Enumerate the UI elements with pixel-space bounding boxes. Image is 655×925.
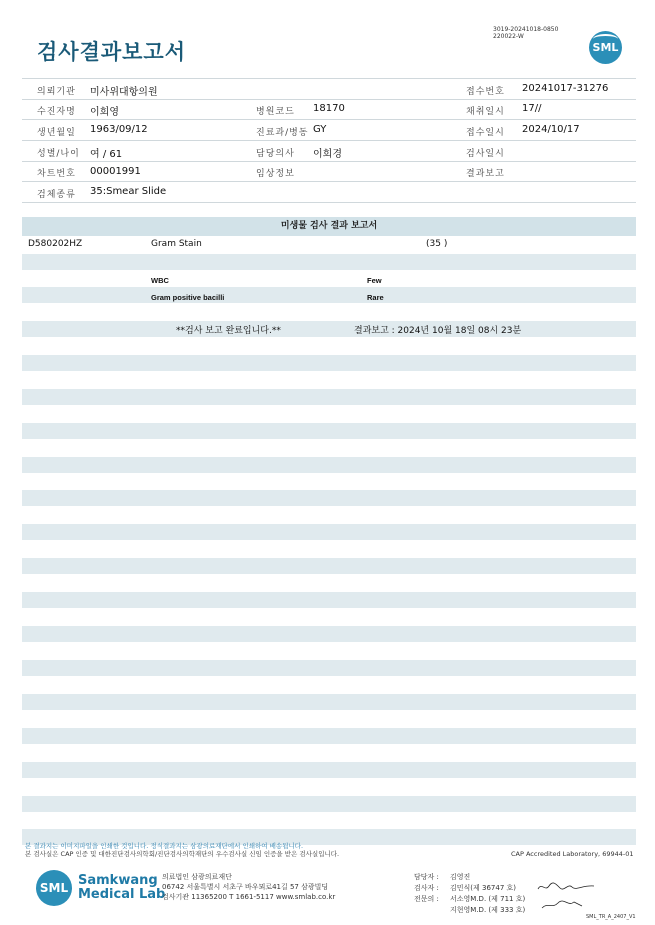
- cap-text: CAP Accredited Laboratory, 69944-01: [511, 850, 634, 858]
- staff-label2: 검사자 :: [414, 884, 439, 892]
- staff-value1: 김영진: [450, 873, 471, 881]
- report-label: 결과보고: [466, 169, 505, 179]
- staff-values: [450, 872, 525, 916]
- document-id-line1: 3019-20241018-0850: [493, 26, 559, 33]
- result-value-wbc: Few: [367, 276, 382, 285]
- brand-name: [78, 874, 165, 902]
- stripe-band: [22, 423, 636, 439]
- document-id-line2: 220022-W: [493, 33, 524, 40]
- document-id: [493, 26, 558, 40]
- dob-label: 생년월일: [37, 128, 76, 138]
- brand-line1: Samkwang: [78, 873, 158, 888]
- stripe-band: [22, 762, 636, 778]
- collect-date-value: 17//: [522, 103, 542, 114]
- sml-logo-text: SML: [592, 41, 619, 54]
- staff-label1: 담당자 :: [414, 873, 439, 881]
- divider: [22, 78, 636, 79]
- patient-value: 이희영: [90, 107, 119, 118]
- divider: [22, 202, 636, 203]
- staff-label3: 전문의 :: [414, 895, 439, 903]
- doctor-label: 담당의사: [256, 149, 295, 159]
- org-info: [162, 872, 335, 902]
- hospital-code-label: 병원코드: [256, 107, 295, 117]
- stripe-band: [22, 355, 636, 371]
- signature-icon: [536, 880, 596, 894]
- stripe-band: [22, 457, 636, 473]
- divider: [22, 99, 636, 100]
- sex-age-label: 성별/나이: [37, 149, 80, 159]
- collect-date-label: 채취일시: [466, 107, 505, 117]
- stripe-band: [22, 728, 636, 744]
- form-code: SML_TR_A_2407_V1: [586, 914, 636, 920]
- dept-value: GY: [313, 124, 327, 135]
- requester-label: 의뢰기관: [37, 87, 76, 97]
- result-value-gpb: Rare: [367, 293, 384, 302]
- stripe-band: [22, 287, 636, 303]
- stripe-band: [22, 626, 636, 642]
- sml-footer-logo: [36, 870, 72, 906]
- clinical-label: 임상정보: [256, 169, 295, 179]
- stripe-band: [22, 321, 636, 337]
- report-time: 결과보고 : 2024년 10월 18일 08시 23분: [354, 326, 522, 336]
- staff-value3: 서소영M.D. (제 711 호): [450, 895, 526, 903]
- notice-line1: 본 결과지는 이미지파일을 인쇄한 것입니다. 정식결과지는 삼광의료재단에서 인쇄하여 배송됩니다.: [25, 842, 304, 850]
- org-line2: 06742 서울특별시 서초구 바우뫼로41길 57 삼광빌딩: [162, 883, 329, 891]
- stripe-band: [22, 524, 636, 540]
- staff-labels: [414, 872, 439, 905]
- page-title: 검사결과보고서: [37, 40, 187, 64]
- staff-value2: 김민식(제 36747 호): [450, 884, 516, 892]
- hospital-code-value: 18170: [313, 103, 345, 114]
- logo-arc-icon: [593, 34, 618, 44]
- result-name-wbc: WBC: [151, 276, 169, 285]
- test-name: Gram Stain: [151, 239, 202, 249]
- test-date-label: 검사일시: [466, 149, 505, 159]
- sml-logo: [589, 31, 622, 64]
- divider: [22, 161, 636, 162]
- receipt-date-label: 접수일시: [466, 128, 505, 138]
- stripe-band: [22, 490, 636, 506]
- completion-note: **검사 보고 완료입니다.**: [176, 326, 281, 336]
- receipt-no-label: 접수번호: [466, 87, 505, 97]
- brand-line2: Medical Lab: [78, 887, 166, 902]
- sml-footer-logo-text: SML: [39, 881, 69, 895]
- specimen-value: 35:Smear Slide: [90, 186, 167, 197]
- receipt-date-value: 2024/10/17: [522, 124, 580, 135]
- signature-icon: [540, 898, 585, 912]
- divider: [22, 140, 636, 141]
- test-code: D580202HZ: [28, 239, 83, 249]
- stripe-band: [22, 254, 636, 270]
- org-line3: 검사기관 11365200 T 1661-5117 www.smlab.co.kr: [162, 893, 336, 901]
- results-section-title: 미생물 검사 결과 보고서: [22, 217, 636, 236]
- stripe-band: [22, 796, 636, 812]
- notice-line2: 본 검사실은 CAP 인증 및 대한진단검사의학회/진단검사의학재단의 우수검사실 신임 인증을 받은 검사실입니다.: [25, 850, 340, 858]
- chart-no-label: 차트번호: [37, 169, 76, 179]
- dept-label: 진료과/병동: [256, 128, 309, 138]
- sex-age-value: 여 / 61: [90, 149, 123, 160]
- doctor-value: 이희경: [313, 149, 342, 160]
- org-line1: 의료법인 삼광의료재단: [162, 873, 232, 881]
- stripe-band: [22, 558, 636, 574]
- result-name-gpb: Gram positive bacilli: [151, 293, 225, 302]
- stripe-band: [22, 660, 636, 676]
- divider: [22, 181, 636, 182]
- requester-value: 미사위대항의원: [90, 87, 158, 98]
- receipt-no-value: 20241017-31276: [522, 83, 609, 94]
- patient-label: 수진자명: [37, 107, 76, 117]
- chart-no-value: 00001991: [90, 166, 141, 177]
- specimen-label: 검체종류: [37, 190, 76, 200]
- staff-value4: 지현영M.D. (제 333 호): [450, 906, 526, 914]
- dob-value: 1963/09/12: [90, 124, 148, 135]
- stripe-band: [22, 592, 636, 608]
- stripe-band: [22, 694, 636, 710]
- stripe-band: [22, 389, 636, 405]
- divider: [22, 119, 636, 120]
- test-ref: (35 ): [426, 239, 448, 249]
